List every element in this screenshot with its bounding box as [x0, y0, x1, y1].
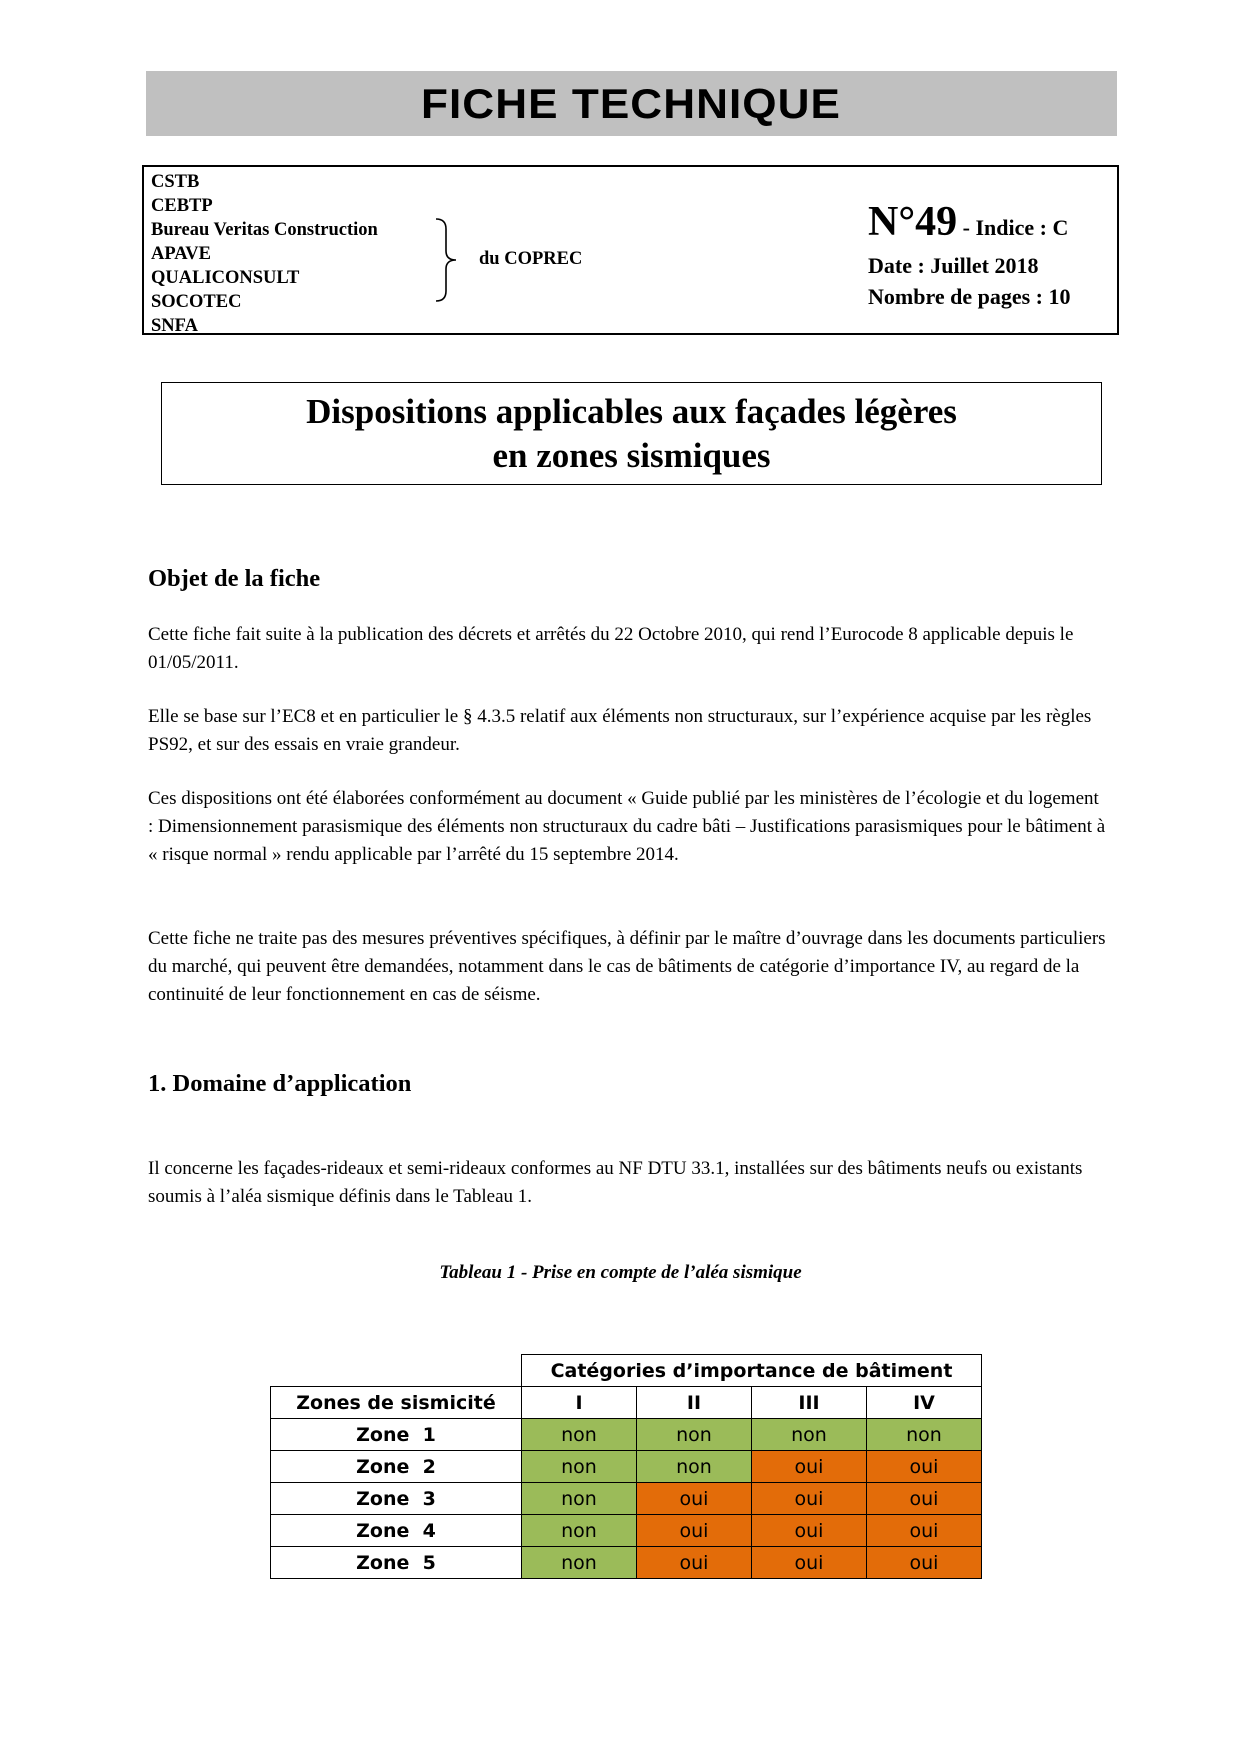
- requirement-cell: oui: [867, 1483, 982, 1515]
- requirement-cell: oui: [637, 1547, 752, 1579]
- organization-item: QUALICONSULT: [151, 268, 300, 288]
- document-title-line-2: en zones sismiques: [492, 435, 771, 475]
- header-box: [142, 165, 1119, 335]
- table-row: [271, 1483, 982, 1515]
- requirement-cell: oui: [752, 1515, 867, 1547]
- requirement-cell: non: [522, 1483, 637, 1515]
- paragraph: Il concerne les façades-rideaux et semi-rideaux conformes au NF DTU 33.1, installées sur des bâtiments neufs ou existants soumis à l’aléa sismique définis dans le Tableau 1.: [148, 1158, 1083, 1207]
- zone-label: Zone 4: [271, 1515, 522, 1547]
- document-number: N°49: [868, 199, 958, 245]
- document-date: Date : Juillet 2018: [868, 253, 1039, 278]
- document-title-line-1: Dispositions applicables aux façades légères: [306, 391, 957, 431]
- organization-item: SOCOTEC: [151, 292, 242, 312]
- category-header: IV: [867, 1387, 982, 1419]
- requirement-cell: oui: [867, 1451, 982, 1483]
- category-group-header: Catégories d’importance de bâtiment: [522, 1355, 982, 1387]
- group-label: du COPREC: [479, 249, 583, 269]
- organization-item: Bureau Veritas Construction: [151, 220, 378, 240]
- organization-item: CEBTP: [151, 196, 213, 216]
- zone-label: Zone 1: [271, 1419, 522, 1451]
- empty-corner-cell: [271, 1355, 522, 1387]
- requirement-cell: oui: [752, 1451, 867, 1483]
- requirement-cell: non: [522, 1515, 637, 1547]
- banner-title: FICHE TECHNIQUE: [421, 79, 842, 127]
- document-type-banner: [146, 71, 1117, 136]
- table-header-row: [271, 1387, 982, 1419]
- document-indice: - Indice : C: [957, 215, 1069, 240]
- paragraph: Ces dispositions ont été élaborées conformément au document « Guide publié par les ministères de l’écologie et du logement : Dimensionnement parasismique des éléments non structuraux du cadre bâti – Justifications parasismiques pour le bâtiment à « risque normal » rendu applicable par l’arrêté du 15 septembre 2014.: [148, 788, 1106, 865]
- document-reference: [868, 200, 1070, 312]
- organization-list: [151, 170, 378, 338]
- zone-label: Zone 3: [271, 1483, 522, 1515]
- requirement-cell: non: [752, 1419, 867, 1451]
- requirement-cell: oui: [867, 1515, 982, 1547]
- paragraph: Cette fiche ne traite pas des mesures préventives spécifiques, à définir par le maître d’ouvrage dans les documents particuliers du marché, qui peuvent être demandées, notamment dans le cas de bâtiments de catégorie d’importance IV, au regard de la continuité de leur fonctionnement en cas de séisme.: [148, 928, 1106, 1005]
- organization-item: CSTB: [151, 172, 200, 192]
- category-header: I: [522, 1387, 637, 1419]
- category-header: II: [637, 1387, 752, 1419]
- table-row: [271, 1419, 982, 1451]
- requirement-cell: non: [522, 1451, 637, 1483]
- curly-brace-icon: [434, 217, 458, 303]
- requirement-cell: oui: [752, 1547, 867, 1579]
- requirement-cell: oui: [752, 1483, 867, 1515]
- zone-label: Zone 2: [271, 1451, 522, 1483]
- requirement-cell: non: [637, 1451, 752, 1483]
- organization-item: SNFA: [151, 316, 198, 336]
- paragraph: Cette fiche fait suite à la publication des décrets et arrêtés du 22 Octobre 2010, qui rend l’Eurocode 8 applicable depuis le 01/05/2011.: [148, 624, 1074, 673]
- section-heading-objet: Objet de la fiche: [148, 565, 321, 592]
- paragraph: Elle se base sur l’EC8 et en particulier le § 4.3.5 relatif aux éléments non structuraux, sur l’expérience acquise par les règles PS92, et sur des essais en vraie grandeur.: [148, 706, 1092, 755]
- zone-column-header: Zones de sismicité: [271, 1387, 522, 1419]
- requirement-cell: oui: [637, 1515, 752, 1547]
- requirement-cell: oui: [867, 1547, 982, 1579]
- zone-label: Zone 5: [271, 1547, 522, 1579]
- requirement-cell: non: [522, 1547, 637, 1579]
- section-heading-domaine: 1. Domaine d’application: [148, 1070, 412, 1097]
- requirement-cell: non: [637, 1419, 752, 1451]
- requirement-cell: non: [522, 1419, 637, 1451]
- requirement-cell: non: [867, 1419, 982, 1451]
- table-row: [271, 1547, 982, 1579]
- document-title-box: [161, 382, 1102, 485]
- category-header: III: [752, 1387, 867, 1419]
- table-row: [271, 1451, 982, 1483]
- table-row: [271, 1515, 982, 1547]
- page-count: Nombre de pages : 10: [868, 284, 1071, 309]
- organization-item: APAVE: [151, 244, 211, 264]
- requirement-cell: oui: [637, 1483, 752, 1515]
- table-group-header-row: [271, 1355, 982, 1387]
- table-caption: Tableau 1 - Prise en compte de l’aléa sismique: [439, 1262, 802, 1283]
- seismic-hazard-table: [270, 1354, 982, 1579]
